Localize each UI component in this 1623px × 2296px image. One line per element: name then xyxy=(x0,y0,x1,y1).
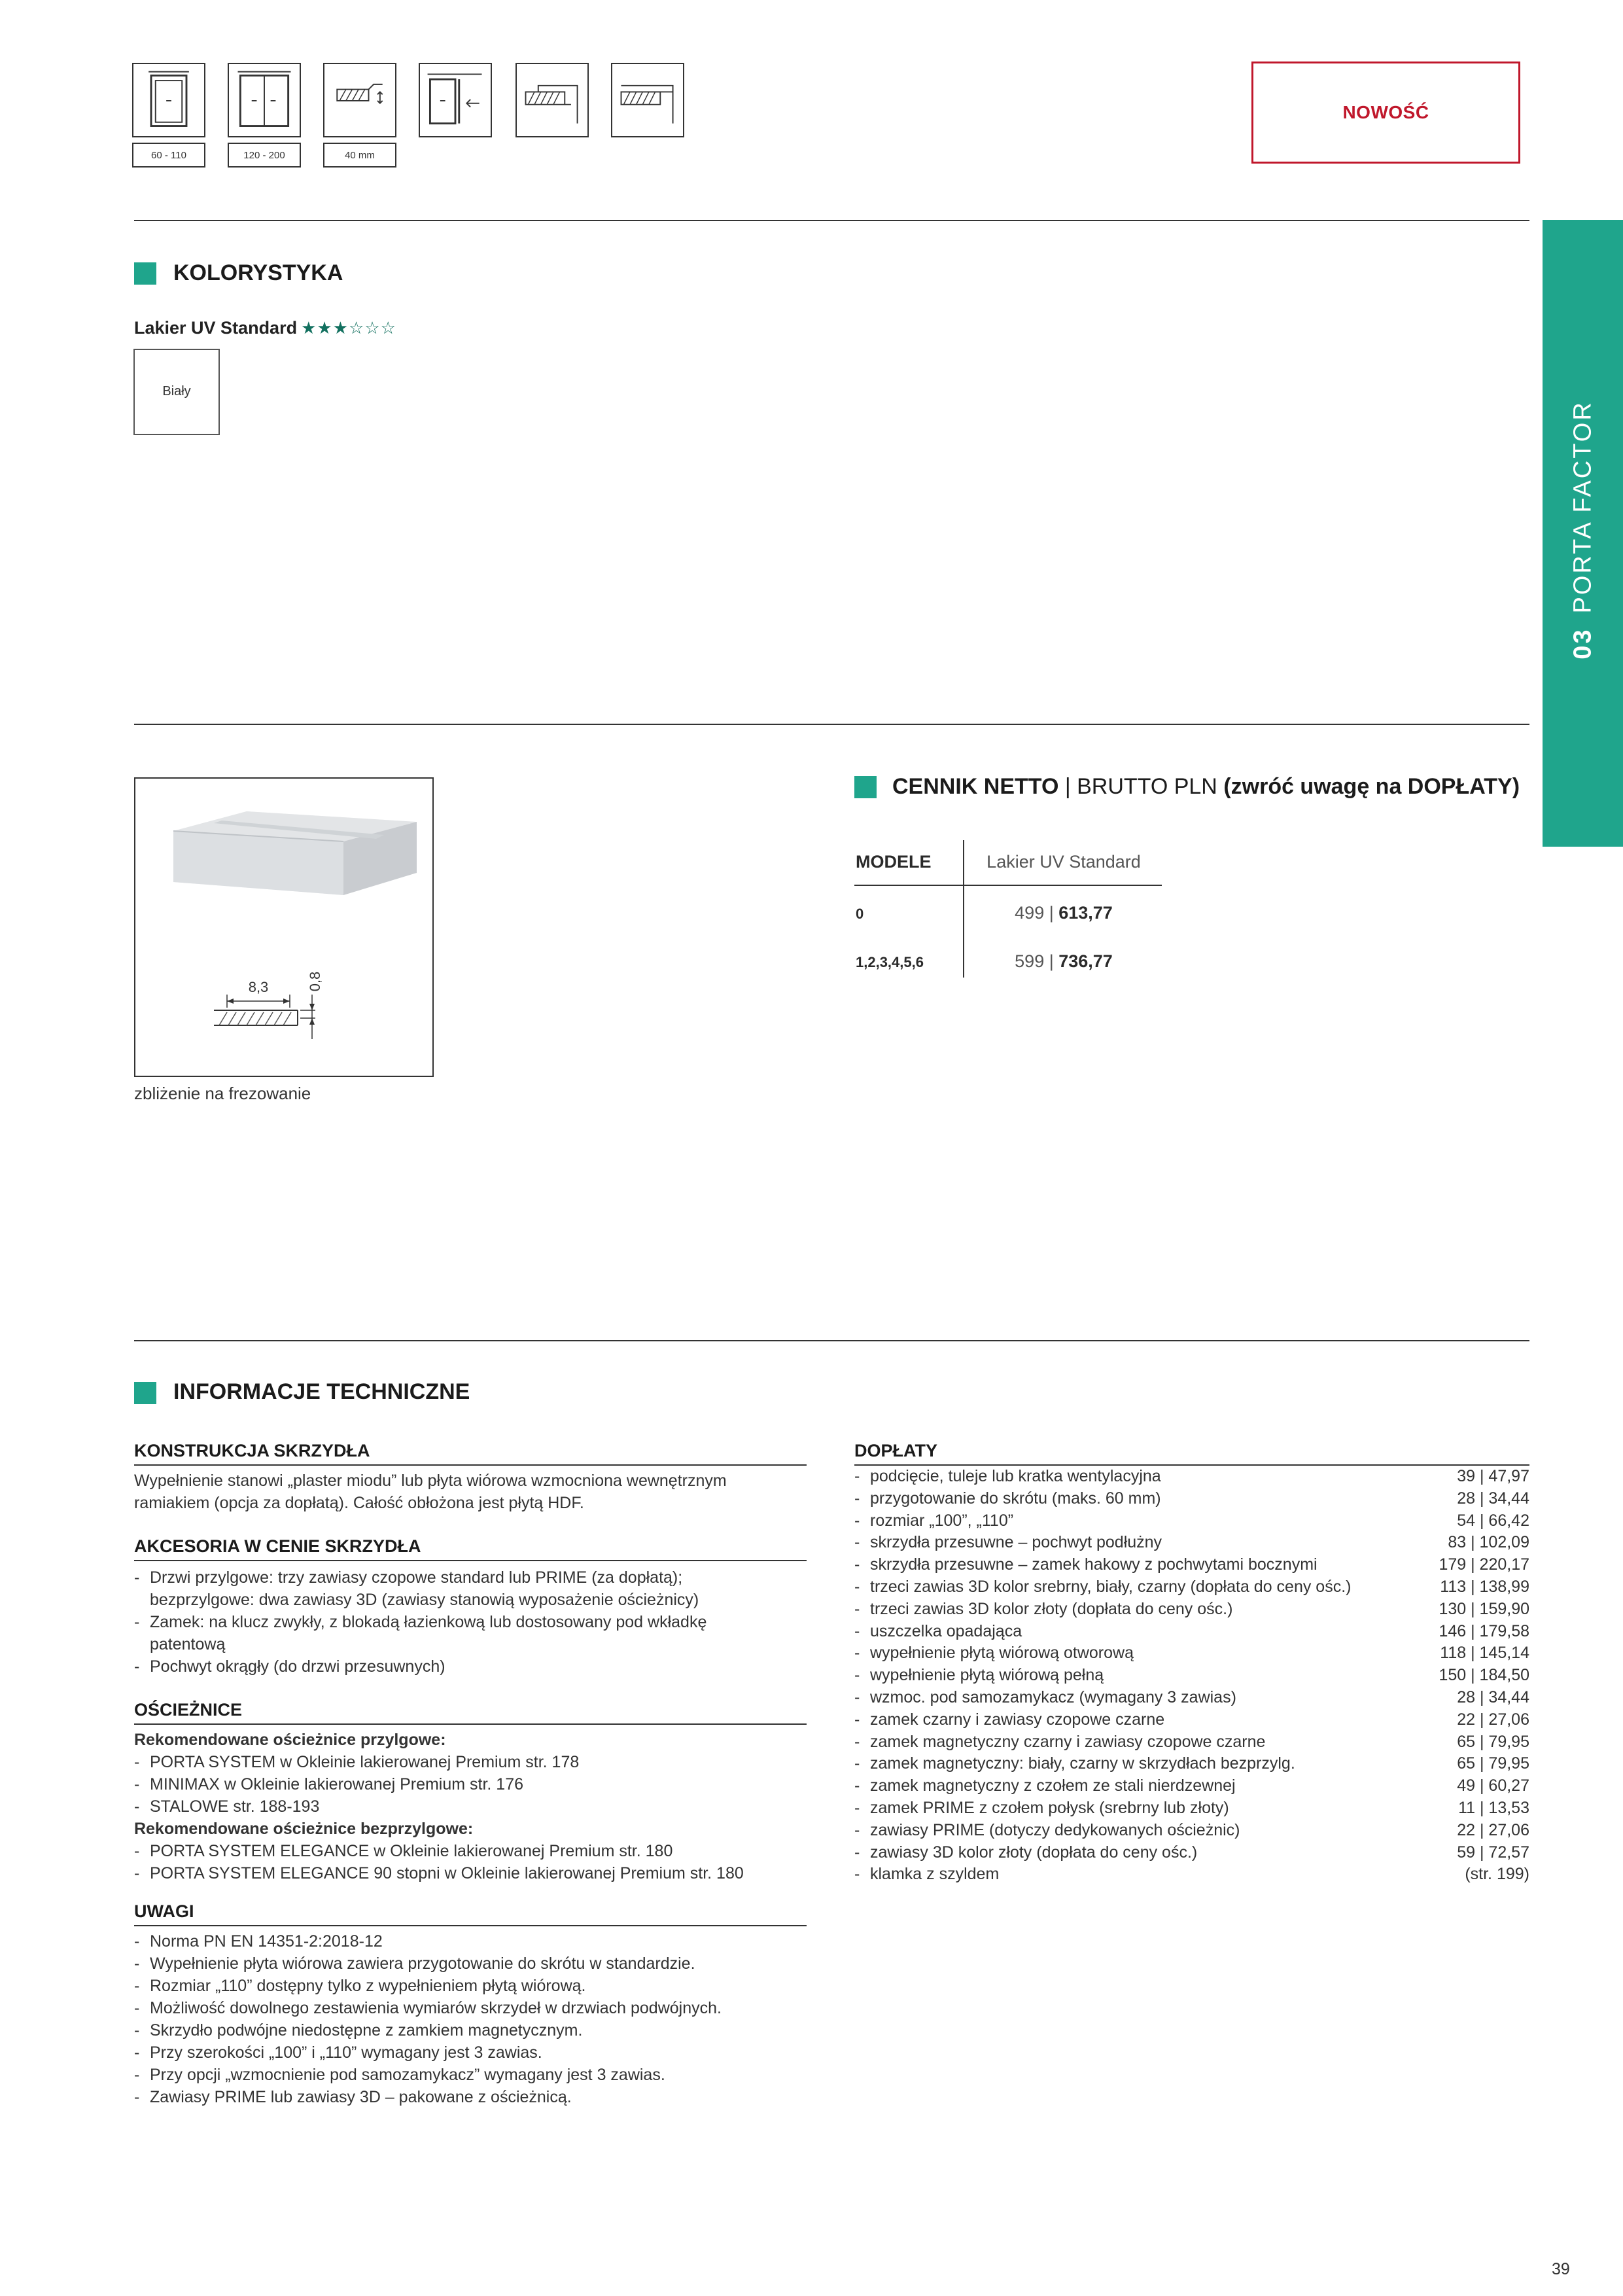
finish-name: Lakier UV Standard xyxy=(134,318,298,338)
list-item: - Zawiasy PRIME lub zawiasy 3D – pakowane z ościeżnicą. xyxy=(134,2086,807,2108)
list-item: - Skrzydło podwójne niedostępne z zamkiem magnetycznym. xyxy=(134,2019,807,2041)
chapter-number: 03 xyxy=(1569,627,1597,660)
akcesoria-list xyxy=(134,1566,782,1678)
uwagi-list xyxy=(134,1930,807,2108)
divider xyxy=(134,220,1529,221)
col-models-header: MODELE xyxy=(856,852,932,872)
divider xyxy=(134,1340,1529,1341)
surcharge-row xyxy=(854,1863,1529,1886)
konstrukcja-line: ramiakiem (opcja za dopłatą). Całość obłożona jest płytą HDF. xyxy=(134,1494,584,1512)
surcharge-price: 83 | 102,09 xyxy=(1448,1533,1529,1552)
surcharge-row xyxy=(854,1576,1529,1598)
door-thickness-value: 40 mm xyxy=(323,143,396,168)
surcharge-label: - wypełnienie płytą wiórową pełną xyxy=(870,1666,1104,1685)
surcharge-label: - zamek PRIME z czołem połysk (srebrny lub złoty) xyxy=(870,1798,1229,1817)
surcharge-price: 179 | 220,17 xyxy=(1439,1555,1529,1574)
list-item: - Przy opcji „wzmocnienie pod samozamykacz” wymagany jest 3 zawias. xyxy=(134,2064,807,2086)
akcesoria-heading: AKCESORIA W CENIE SKRZYDŁA xyxy=(134,1536,421,1556)
surcharge-row xyxy=(854,1775,1529,1797)
cennik-title-netto: CENNIK NETTO xyxy=(892,774,1059,799)
list-item: - STALOWE str. 188-193 xyxy=(134,1795,807,1818)
surcharge-label: - przygotowanie do skrótu (maks. 60 mm) xyxy=(870,1489,1161,1508)
price-netto: 599 | xyxy=(1015,951,1059,971)
list-item: - Zamek: na klucz zwykły, z blokadą łazienkową lub dostosowany pod wkładkę patentową xyxy=(134,1611,782,1655)
konstrukcja-line: Wypełnienie stanowi „plaster miodu” lub płyta wiórowa wzmocniona wewnętrznym xyxy=(134,1472,727,1490)
surcharge-label: - uszczelka opadająca xyxy=(870,1621,1022,1640)
list-item: - Pochwyt okrągły (do drzwi przesuwnych) xyxy=(134,1655,782,1678)
surcharge-price: 113 | 138,99 xyxy=(1440,1577,1529,1596)
finish-label xyxy=(134,318,396,338)
price-netto: 499 | xyxy=(1015,903,1059,923)
kolorystyka-title: KOLORYSTYKA xyxy=(173,260,343,285)
surcharge-row xyxy=(854,1554,1529,1576)
list-item: - Drzwi przylgowe: trzy zawiasy czopowe standard lub PRIME (za dopłatą); bezprzylgowe: dwa zawiasy 3D (zawiasy stanowią wyposażenie ościeżnicy) xyxy=(134,1566,782,1611)
model-number: 0 xyxy=(856,906,864,922)
surcharge-label: - zamek magnetyczny z czołem ze stali nierdzewnej xyxy=(870,1776,1236,1795)
surcharge-row xyxy=(854,1820,1529,1842)
surcharge-label: - rozmiar „100”, „110” xyxy=(870,1511,1014,1530)
surcharge-price: 54 | 66,42 xyxy=(1457,1511,1529,1530)
oscieznice-subheading: Rekomendowane ościeżnice bezprzylgowe: xyxy=(134,1820,474,1838)
cennik-title-note: (zwróć uwagę na DOPŁATY) xyxy=(1223,774,1520,799)
heading-underline xyxy=(134,1560,807,1561)
surcharge-row xyxy=(854,1797,1529,1820)
surcharge-label: - klamka z szyldem xyxy=(870,1865,1000,1884)
list-item: - MINIMAX w Okleinie lakierowanej Premium str. 176 xyxy=(134,1773,807,1795)
list-item: - Rozmiar „110” dostępny tylko z wypełnieniem płytą wiórową. xyxy=(134,1975,807,1997)
image-caption: zbliżenie na frezowanie xyxy=(134,1084,311,1103)
heading-underline xyxy=(134,1464,807,1466)
price-brutto: 736,77 xyxy=(1058,951,1113,971)
surcharge-row xyxy=(854,1665,1529,1687)
double-door-icon xyxy=(228,63,301,137)
cennik-title-brutto: | BRUTTO PLN xyxy=(1058,774,1224,799)
flush-edge-icon xyxy=(611,63,684,137)
single-door-icon xyxy=(132,63,205,137)
surcharge-price: 49 | 60,27 xyxy=(1457,1776,1529,1795)
list-item: - PORTA SYSTEM ELEGANCE 90 stopni w Okleinie lakierowanej Premium str. 180 xyxy=(134,1862,807,1884)
color-swatch-label: Biały xyxy=(162,384,191,398)
uwagi-heading: UWAGI xyxy=(134,1901,194,1921)
chapter-title: PORTA FACTOR xyxy=(1569,400,1597,614)
new-badge-label: NOWOŚĆ xyxy=(1342,102,1429,122)
page-number: 39 xyxy=(1552,2260,1570,2278)
section-marker xyxy=(854,776,877,798)
surcharge-label: - wypełnienie płytą wiórową otworową xyxy=(870,1644,1134,1663)
dimension-width-label: 8,3 xyxy=(248,979,269,995)
surcharge-label: - zawiasy PRIME (dotyczy dedykowanych ościeżnic) xyxy=(870,1820,1240,1839)
surcharge-label: - trzeci zawias 3D kolor srebrny, biały, czarny (dopłata do ceny ośc.) xyxy=(870,1577,1352,1596)
list-item: - PORTA SYSTEM w Okleinie lakierowanej Premium str. 178 xyxy=(134,1751,807,1773)
new-badge xyxy=(1251,62,1520,164)
surcharge-label: - skrzydła przesuwne – zamek hakowy z pochwytami bocznymi xyxy=(870,1555,1318,1574)
profile-drawing xyxy=(214,995,315,1039)
surcharge-row xyxy=(854,1532,1529,1554)
color-swatch-bialy[interactable] xyxy=(133,349,220,435)
surcharge-price: 65 | 79,95 xyxy=(1457,1754,1529,1773)
oscieznice-subheading: Rekomendowane ościeżnice przylgowe: xyxy=(134,1731,446,1749)
surcharge-row xyxy=(854,1466,1529,1488)
list-item: - Norma PN EN 14351-2:2018-12 xyxy=(134,1930,807,1952)
section-marker xyxy=(134,262,156,285)
oscieznice-list xyxy=(134,1729,807,1884)
surcharge-price: 22 | 27,06 xyxy=(1457,1710,1529,1729)
list-item: - Możliwość dowolnego zestawienia wymiarów skrzydeł w drzwiach podwójnych. xyxy=(134,1997,807,2019)
surcharge-label: - trzeci zawias 3D kolor złoty (dopłata do ceny ośc.) xyxy=(870,1599,1233,1618)
door-thickness-icon xyxy=(323,63,396,137)
list-item: - PORTA SYSTEM ELEGANCE w Okleinie lakierowanej Premium str. 180 xyxy=(134,1840,807,1862)
surcharge-price: 150 | 184,50 xyxy=(1439,1666,1529,1685)
doplaty-list xyxy=(854,1466,1529,1886)
surcharge-row xyxy=(854,1598,1529,1621)
surcharge-row xyxy=(854,1642,1529,1665)
surcharge-price: 28 | 34,44 xyxy=(1457,1489,1529,1508)
surcharge-price: 28 | 34,44 xyxy=(1457,1687,1529,1706)
surcharge-price: 65 | 79,95 xyxy=(1457,1732,1529,1751)
list-item: - Przy szerokości „100” i „110” wymagany jest 3 zawias. xyxy=(134,2041,807,2064)
surcharge-label: - wzmoc. pod samozamykacz (wymagany 3 zawias) xyxy=(870,1687,1236,1706)
surcharge-row xyxy=(854,1488,1529,1510)
surcharge-label: - zamek magnetyczny: biały, czarny w skrzydłach bezprzylg. xyxy=(870,1754,1295,1773)
surcharge-price: 146 | 179,58 xyxy=(1439,1621,1529,1640)
heading-underline xyxy=(134,1723,807,1725)
doplaty-heading: DOPŁATY xyxy=(854,1441,937,1460)
divider xyxy=(134,724,1529,725)
surcharge-price: 39 | 47,97 xyxy=(1457,1467,1529,1485)
surcharge-row xyxy=(854,1621,1529,1643)
tech-info-title: INFORMACJE TECHNICZNE xyxy=(173,1379,470,1404)
section-marker xyxy=(134,1382,156,1404)
surcharge-price: 59 | 72,57 xyxy=(1457,1843,1529,1862)
konstrukcja-heading: KONSTRUKCJA SKRZYDŁA xyxy=(134,1441,370,1460)
surcharge-row xyxy=(854,1731,1529,1754)
surcharge-row xyxy=(854,1709,1529,1731)
surcharge-row xyxy=(854,1687,1529,1709)
cennik-title xyxy=(892,774,1520,800)
surcharge-row xyxy=(854,1510,1529,1532)
konstrukcja-text xyxy=(134,1470,807,1514)
heading-underline xyxy=(134,1925,807,1926)
surcharge-price: 118 | 145,14 xyxy=(1440,1644,1529,1663)
table-header-line xyxy=(854,885,1162,886)
width-range-double: 120 - 200 xyxy=(228,143,301,168)
list-item: - Wypełnienie płyta wiórowa zawiera przygotowanie do skrótu w standardzie. xyxy=(134,1952,807,1975)
model-number: 1,2,3,4,5,6 xyxy=(856,954,924,970)
surcharge-label: - zamek czarny i zawiasy czopowe czarne xyxy=(870,1710,1165,1729)
rebated-edge-icon xyxy=(515,63,589,137)
surcharge-row xyxy=(854,1842,1529,1864)
surcharge-label: - podcięcie, tuleje lub kratka wentylacyjna xyxy=(870,1467,1161,1485)
surcharge-price: 22 | 27,06 xyxy=(1457,1820,1529,1839)
surcharge-price: 11 | 13,53 xyxy=(1458,1798,1529,1817)
surcharge-price: 130 | 159,90 xyxy=(1439,1599,1529,1618)
milling-closeup-image xyxy=(134,777,434,1077)
col-finish-header: Lakier UV Standard xyxy=(986,852,1141,872)
surcharge-label: - skrzydła przesuwne – pochwyt podłużny xyxy=(870,1533,1162,1552)
surcharge-row xyxy=(854,1753,1529,1775)
surcharge-price: (str. 199) xyxy=(1465,1865,1529,1884)
chapter-tab-label xyxy=(1569,400,1597,660)
surcharge-label: - zamek magnetyczny czarny i zawiasy czopowe czarne xyxy=(870,1732,1266,1751)
width-range-single: 60 - 110 xyxy=(132,143,205,168)
surcharge-label: - zawiasy 3D kolor złoty (dopłata do ceny ośc.) xyxy=(870,1843,1198,1862)
oscieznice-heading: OŚCIEŻNICE xyxy=(134,1700,243,1720)
price-brutto: 613,77 xyxy=(1058,903,1113,923)
dimension-depth-label: 0,8 xyxy=(307,971,323,992)
sliding-door-icon xyxy=(419,63,492,137)
table-column-line xyxy=(963,840,964,978)
finish-rating-stars: ★★★☆☆☆ xyxy=(301,318,396,338)
